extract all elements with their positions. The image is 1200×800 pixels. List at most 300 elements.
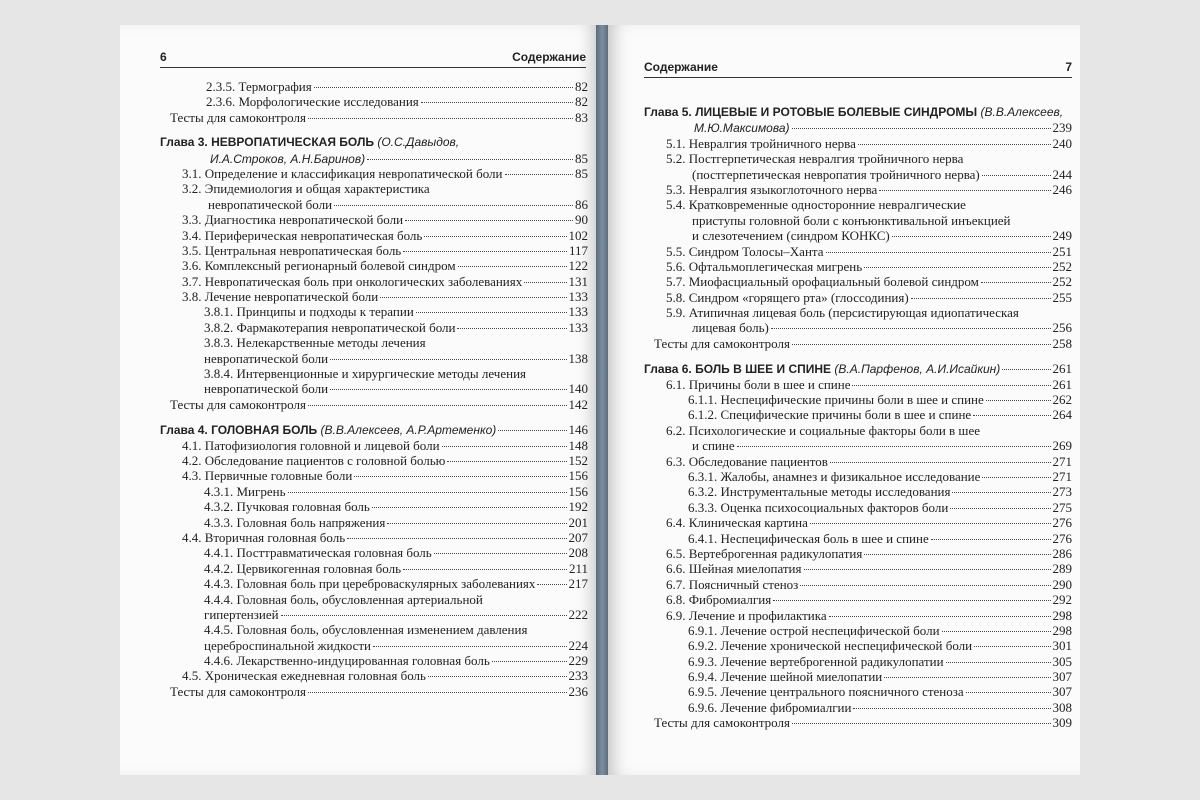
toc-entry[interactable] [160, 561, 588, 576]
page-ref: 290 [1052, 576, 1072, 592]
toc-entry-title: 2.3.6. Морфологические исследования [206, 94, 419, 110]
dot-leader [982, 477, 1050, 478]
toc-entry[interactable] [160, 94, 588, 109]
toc-entry[interactable] [644, 561, 1072, 576]
toc-entry-continuation [644, 228, 1072, 243]
toc-entry-title: 3.7. Невропатическая боль при онкологических заболеваниях [182, 273, 523, 289]
chapter-authors: (В.В.Алексеев, А.Р.Артеменко) [320, 423, 497, 438]
dot-leader [982, 175, 1051, 176]
toc-entry[interactable] [644, 407, 1072, 422]
toc-entry-continuation [644, 320, 1072, 335]
dot-leader [403, 569, 567, 570]
dot-leader [966, 692, 1051, 693]
page-ref: 152 [568, 452, 588, 468]
dot-leader [830, 462, 1051, 463]
toc-entry[interactable] [644, 274, 1072, 289]
toc-entry-title: 3.8.3. Нелекарственные методы лечения [204, 335, 426, 351]
toc-entry-title: Тесты для самоконтроля [170, 683, 306, 699]
page-ref: 90 [575, 212, 588, 228]
toc-entry[interactable] [644, 151, 1072, 166]
page-ref: 289 [1052, 561, 1072, 577]
toc-entry-title: 4.4.4. Головная боль, обусловленная артериальной [204, 591, 483, 607]
chapter-heading[interactable] [160, 422, 588, 437]
toc-entry-title: 5.9. Атипичная лицевая боль (персистирующая идиопатическая [666, 305, 1019, 321]
toc-entry[interactable] [644, 638, 1072, 653]
page-ref: 85 [575, 150, 588, 166]
toc-entry-title: 4.4.6. Лекарственно-индуцированная головная боль [204, 653, 490, 669]
dot-leader [952, 492, 1050, 493]
toc-entry[interactable] [160, 166, 588, 181]
toc-entry-title-continued: И.А.Строков, А.Н.Баринов) [210, 151, 366, 166]
toc-entry-title: 4.1. Патофизиология головной и лицевой боли [182, 437, 440, 453]
toc-entry-title: 6.1. Причины боли в шее и спине [666, 376, 851, 392]
dot-leader [372, 507, 567, 508]
page-ref: 102 [568, 227, 588, 243]
page-ref: 252 [1052, 258, 1072, 274]
toc-entry[interactable] [644, 654, 1072, 669]
page-ref: 305 [1052, 653, 1072, 669]
toc-entry[interactable] [644, 684, 1072, 699]
dot-leader [737, 446, 1051, 447]
toc-entry-title: 3.8.4. Интервенционные и хирургические методы лечения [204, 366, 527, 382]
page-ref: 240 [1052, 135, 1072, 151]
page-ref: 229 [568, 653, 588, 669]
dot-leader [442, 446, 567, 447]
toc-entry-title: 4.4.5. Головная боль, обусловленная изменением давления [204, 622, 528, 638]
page-ref: 261 [1052, 361, 1072, 377]
toc-entry-title: 6.7. Поясничный стеноз [666, 576, 799, 592]
page-ref: 292 [1052, 592, 1072, 608]
toc-entry-title: 6.3.2. Инструментальные методы исследования [688, 484, 951, 500]
dot-leader [986, 400, 1051, 401]
page-ref: 148 [568, 437, 588, 453]
page-ref: 262 [1052, 392, 1072, 408]
toc-entry-continuation [644, 167, 1072, 182]
page-ref: 222 [568, 606, 588, 622]
dot-leader [853, 708, 1050, 709]
chapter-title [644, 105, 1063, 120]
toc-entry-title: 6.9. Лечение и профилактика [666, 607, 827, 623]
toc-entry[interactable] [644, 182, 1072, 197]
toc-entry-title-continued: невропатической боли [208, 196, 333, 212]
dot-leader [424, 236, 566, 237]
toc-entry[interactable] [644, 197, 1072, 212]
page-ref: 131 [568, 273, 588, 289]
page-number: 7 [1065, 60, 1072, 74]
toc-entry-title: 4.4. Вторичная головная боль [182, 529, 346, 545]
dot-leader [434, 553, 567, 554]
page-ref: 83 [575, 109, 588, 125]
toc-entry-title: 6.5. Вертеброгенная радикулопатия [666, 545, 863, 561]
page-ref: 156 [568, 483, 588, 499]
page-ref: 275 [1052, 499, 1072, 515]
page-ref: 239 [1052, 120, 1072, 136]
toc-entry[interactable] [160, 592, 588, 607]
running-header-title: Содержание [512, 50, 586, 64]
toc-entry[interactable] [644, 592, 1072, 607]
dot-leader [950, 508, 1050, 509]
dot-leader [330, 389, 566, 390]
toc-entry[interactable] [160, 622, 588, 637]
page-ref: 264 [1052, 407, 1072, 423]
dot-leader [367, 159, 573, 160]
toc-entry-continuation [644, 438, 1072, 453]
dot-leader [911, 298, 1051, 299]
toc-entry-title: 5.4. Кратковременные односторонние невралгические [666, 197, 966, 213]
toc-entry[interactable] [644, 454, 1072, 469]
toc-entry[interactable] [644, 259, 1072, 274]
dot-leader [946, 662, 1051, 663]
chapter-heading[interactable] [644, 361, 1072, 376]
dot-leader [974, 646, 1050, 647]
page-ref: 301 [1052, 638, 1072, 654]
toc-entry[interactable] [160, 668, 588, 683]
toc-entry[interactable] [160, 181, 588, 196]
page-ref: 246 [1052, 181, 1072, 197]
toc-entry-title: 6.1.2. Специфические причины боли в шее и спине [688, 407, 972, 423]
page-ref: 236 [568, 683, 588, 699]
toc-entry-continuation [160, 381, 588, 396]
dot-leader [942, 631, 1051, 632]
chapter-prefix: Глава 4. ГОЛОВНАЯ БОЛЬ [160, 423, 321, 438]
chapter-heading[interactable] [160, 135, 588, 150]
toc-entry-title: 4.3.2. Пучковая головная боль [204, 499, 370, 515]
toc-entry[interactable] [160, 515, 588, 530]
toc-entry[interactable] [160, 576, 588, 591]
page-ref: 146 [568, 422, 588, 438]
running-header-title: Содержание [644, 60, 718, 74]
page-ref: 261 [1052, 376, 1072, 392]
dot-leader [428, 676, 567, 677]
page-ref: 298 [1052, 607, 1072, 623]
page-number: 6 [160, 50, 167, 64]
toc-entry-title: 5.6. Офтальмоплегическая мигрень [666, 258, 863, 274]
chapter-prefix: Глава 5. ЛИЦЕВЫЕ И РОТОВЫЕ БОЛЕВЫЕ СИНДРОМЫ [644, 105, 981, 119]
toc-entry-title: 4.4.1. Посттравматическая головная боль [204, 545, 432, 561]
toc-entry-title: 5.8. Синдром «горящего рта» (глоссодиния) [666, 289, 909, 305]
dot-leader [792, 344, 1051, 345]
toc-entry-title: 6.1.1. Неспецифические причины боли в шее и спине [688, 392, 984, 408]
toc-entry[interactable] [644, 423, 1072, 438]
toc-entry[interactable] [644, 577, 1072, 592]
toc-entry[interactable] [644, 244, 1072, 259]
dot-leader [498, 430, 566, 431]
toc-entry[interactable] [160, 438, 588, 453]
page-ref: 244 [1052, 166, 1072, 182]
page-ref: 142 [568, 396, 588, 412]
toc-entry[interactable] [160, 653, 588, 668]
page-ref: 85 [575, 165, 588, 181]
toc-entry-title: 3.2. Эпидемиология и общая характеристика [182, 181, 430, 197]
dot-leader [330, 359, 566, 360]
page-ref: 156 [568, 468, 588, 484]
toc-entry-title: 6.9.6. Лечение фибромиалгии [688, 699, 852, 715]
dot-leader [931, 539, 1051, 540]
toc-entry[interactable] [644, 392, 1072, 407]
toc-entry-title: 6.3. Обследование пациентов [666, 453, 828, 469]
toc-entry[interactable] [644, 531, 1072, 546]
toc-entry[interactable] [644, 305, 1072, 320]
toc-entry-title: 4.4.2. Цервикогенная головная боль [204, 560, 402, 576]
toc-entry-title: 6.8. Фибромиалгия [666, 592, 772, 608]
dot-leader [308, 118, 573, 119]
toc-entry[interactable] [644, 515, 1072, 530]
dot-leader [773, 600, 1050, 601]
dot-leader [416, 312, 567, 313]
page-ref: 224 [568, 637, 588, 653]
page-ref: 307 [1052, 669, 1072, 685]
page-ref: 201 [568, 514, 588, 530]
page-ref: 86 [575, 196, 588, 212]
toc-entry-title: 5.1. Невралгия тройничного нерва [666, 135, 856, 151]
toc-entry-title-continued: цереброспинальной жидкости [204, 637, 371, 653]
dot-leader [334, 205, 573, 206]
page-ref: 269 [1052, 438, 1072, 454]
chapter-authors: (В.А.Парфенов, А.И.Исайкин) [834, 362, 1001, 377]
page-ref: 251 [1052, 243, 1072, 259]
toc-entry-title: Тесты для самоконтроля [170, 396, 306, 412]
toc-entry-title: 2.3.5. Термография [206, 79, 312, 94]
toc-entry-continuation [160, 151, 588, 166]
toc-entry-title: Тесты для самоконтроля [654, 335, 790, 351]
page-ref: 133 [568, 319, 588, 335]
toc-entry[interactable] [644, 608, 1072, 623]
page-ref: 256 [1052, 320, 1072, 336]
toc-entry-title: 6.4.1. Неспецифическая боль в шее и спине [688, 530, 929, 546]
toc-entry-title: 5.2. Постгерпетическая невралгия тройничного нерва [666, 151, 964, 167]
right-page [608, 25, 1080, 775]
toc-entry[interactable] [160, 304, 588, 319]
toc-entry[interactable] [160, 79, 588, 94]
dot-leader [800, 585, 1050, 586]
toc-entry[interactable] [160, 212, 588, 227]
page-ref: 286 [1052, 545, 1072, 561]
toc-entry[interactable] [644, 700, 1072, 715]
table-of-contents [160, 79, 588, 699]
toc-entry-title: 4.5. Хроническая ежедневная головная боль [182, 668, 426, 684]
toc-entry-title-continued: невропатической боли [204, 381, 329, 397]
page-ref: 308 [1052, 699, 1072, 715]
toc-entry[interactable] [160, 684, 588, 699]
page-ref: 276 [1052, 515, 1072, 531]
toc-entry[interactable] [160, 110, 588, 125]
toc-entry-title-continued: М.Ю.Максимова) [694, 121, 790, 136]
dot-leader [354, 476, 566, 477]
dot-leader [288, 492, 567, 493]
dot-leader [308, 692, 567, 693]
dot-leader [380, 297, 566, 298]
toc-entry[interactable] [160, 274, 588, 289]
toc-entry[interactable] [160, 320, 588, 335]
toc-entry-title: 6.3.3. Оценка психосоциальных факторов боли [688, 499, 949, 515]
toc-entry[interactable] [160, 366, 588, 381]
toc-entry-title-continued: приступы головной боли с конъюнктивальной инъекцией [692, 212, 1011, 228]
toc-entry[interactable] [644, 290, 1072, 305]
dot-leader [387, 523, 566, 524]
dot-leader [524, 282, 566, 283]
toc-entry-title: 3.8. Лечение невропатической боли [182, 289, 379, 305]
toc-entry[interactable] [644, 484, 1072, 499]
toc-entry-continuation [160, 197, 588, 212]
toc-entry[interactable] [160, 453, 588, 468]
toc-entry-title: 6.9.5. Лечение центрального поясничного стеноза [688, 684, 964, 700]
dot-leader [505, 174, 573, 175]
toc-entry-title: Тесты для самоконтроля [654, 715, 790, 731]
chapter-title [644, 362, 1000, 376]
dot-leader [1002, 369, 1050, 370]
page-ref: 133 [568, 289, 588, 305]
page-ref: 82 [575, 79, 588, 94]
dot-leader [308, 405, 567, 406]
toc-entry[interactable] [160, 289, 588, 304]
toc-entry[interactable] [644, 623, 1072, 638]
toc-entry-title-continued: невропатической боли [204, 350, 329, 366]
toc-entry-title-continued: лицевая боль) [692, 320, 769, 336]
page-ref: 138 [568, 350, 588, 366]
dot-leader [792, 128, 1051, 129]
page-ref: 298 [1052, 622, 1072, 638]
toc-entry-title: 3.1. Определение и классификация невропатической боли [182, 165, 503, 181]
chapter-title [160, 423, 496, 437]
chapter-authors: (В.В.Алексеев, [980, 105, 1064, 119]
toc-entry-title: Тесты для самоконтроля [170, 109, 306, 125]
toc-entry[interactable] [644, 546, 1072, 561]
dot-leader [421, 102, 573, 103]
toc-entry-title: 3.5. Центральная невропатическая боль [182, 242, 402, 258]
page-ref: 192 [568, 499, 588, 515]
toc-entry[interactable] [160, 545, 588, 560]
toc-entry-title-continued: (постгерпетическая невропатия тройничного нерва) [692, 166, 980, 182]
toc-entry-title: 3.8.1. Принципы и подходы к терапии [204, 304, 414, 320]
page-ref: 273 [1052, 484, 1072, 500]
toc-entry-title: 5.3. Невралгия языкоглоточного нерва [666, 181, 878, 197]
toc-entry-continuation [160, 607, 588, 622]
toc-entry-title: 3.4. Периферическая невропатическая боль [182, 227, 423, 243]
dot-leader [973, 415, 1050, 416]
dot-leader [879, 190, 1050, 191]
page-ref: 208 [568, 545, 588, 561]
toc-entry-title: 6.6. Шейная миелопатия [666, 561, 802, 577]
page-ref: 211 [568, 560, 588, 576]
page-ref: 271 [1052, 453, 1072, 469]
toc-entry-title: 6.9.2. Лечение хронической неспецифической боли [688, 638, 973, 654]
page-ref: 140 [568, 381, 588, 397]
toc-entry-continuation [160, 638, 588, 653]
page-ref: 133 [568, 304, 588, 320]
toc-entry-title: 4.3.1. Мигрень [204, 483, 286, 499]
toc-entry[interactable] [644, 669, 1072, 684]
dot-leader [458, 266, 567, 267]
dot-leader [829, 616, 1051, 617]
toc-entry[interactable] [160, 499, 588, 514]
toc-entry-title: 6.9.1. Лечение острой неспецифической боли [688, 622, 940, 638]
left-page [120, 25, 598, 775]
page-ref: 122 [568, 258, 588, 274]
toc-entry[interactable] [160, 468, 588, 483]
page-ref: 117 [568, 242, 588, 258]
toc-entry[interactable] [644, 136, 1072, 151]
page-ref: 233 [568, 668, 588, 684]
dot-leader [810, 523, 1051, 524]
toc-entry-title: 3.6. Комплексный регионарный болевой синдром [182, 258, 456, 274]
dot-leader [403, 251, 567, 252]
dot-leader [792, 723, 1051, 724]
chapter-authors: (О.С.Давыдов, [377, 135, 460, 150]
toc-entry-title: 6.3.1. Жалобы, анамнез и физикальное исследование [688, 468, 981, 484]
chapter-prefix: Глава 6. БОЛЬ В ШЕЕ И СПИНЕ [644, 362, 835, 377]
dot-leader [771, 328, 1051, 329]
page-ref: 82 [575, 94, 588, 110]
table-of-contents [644, 95, 1072, 731]
toc-entry-title: 3.8.2. Фармакотерапия невропатической боли [204, 319, 456, 335]
dot-leader [852, 385, 1050, 386]
toc-entry[interactable] [644, 500, 1072, 515]
toc-entry[interactable] [160, 258, 588, 273]
toc-entry[interactable] [160, 530, 588, 545]
toc-entry[interactable] [160, 397, 588, 412]
page-ref: 252 [1052, 274, 1072, 290]
toc-entry-title: 3.3. Диагностика невропатической боли [182, 212, 404, 228]
dot-leader [447, 461, 566, 462]
page-ref: 217 [568, 576, 588, 592]
toc-entry[interactable] [160, 335, 588, 350]
toc-entry-continuation [644, 120, 1072, 135]
toc-entry-title: 4.3. Первичные головные боли [182, 468, 353, 484]
toc-entry[interactable] [160, 484, 588, 499]
toc-entry-title: 6.2. Психологические и социальные факторы боли в шее [666, 422, 980, 438]
dot-leader [884, 677, 1050, 678]
toc-entry[interactable] [644, 336, 1072, 351]
toc-entry-title: 5.7. Миофасциальный орофациальный болевой синдром [666, 274, 979, 290]
dot-leader [405, 220, 573, 221]
page-ref: 276 [1052, 530, 1072, 546]
toc-entry-title: 6.9.3. Лечение вертеброгенной радикулопатии [688, 653, 944, 669]
toc-entry[interactable] [644, 469, 1072, 484]
running-header [160, 45, 586, 68]
toc-entry-continuation [160, 351, 588, 366]
toc-entry-continuation [644, 213, 1072, 228]
toc-entry[interactable] [160, 228, 588, 243]
page-ref: 271 [1052, 468, 1072, 484]
dot-leader [864, 554, 1050, 555]
toc-entry-title: 4.4.3. Головная боль при цереброваскулярных заболеваниях [204, 576, 536, 592]
dot-leader [492, 661, 567, 662]
dot-leader [373, 646, 567, 647]
page-ref: 309 [1052, 715, 1072, 731]
dot-leader [858, 144, 1051, 145]
dot-leader [804, 569, 1051, 570]
toc-entry-title: 6.9.4. Лечение шейной миелопатии [688, 669, 883, 685]
dot-leader [864, 267, 1050, 268]
page-ref: 307 [1052, 684, 1072, 700]
toc-entry[interactable] [160, 243, 588, 258]
dot-leader [537, 584, 566, 585]
dot-leader [826, 252, 1051, 253]
toc-entry[interactable] [644, 715, 1072, 730]
chapter-prefix: Глава 3. НЕВРОПАТИЧЕСКАЯ БОЛЬ [160, 135, 378, 150]
chapter-heading[interactable] [644, 105, 1072, 120]
chapter-title [160, 135, 459, 150]
dot-leader [281, 615, 567, 616]
toc-entry-title: 6.4. Клиническая картина [666, 515, 808, 531]
dot-leader [457, 328, 566, 329]
toc-entry-title: 4.2. Обследование пациентов с головной болью [182, 452, 446, 468]
running-header [644, 55, 1072, 78]
toc-entry[interactable] [644, 377, 1072, 392]
page-ref: 207 [568, 529, 588, 545]
dot-leader [347, 538, 566, 539]
dot-leader [314, 87, 573, 88]
